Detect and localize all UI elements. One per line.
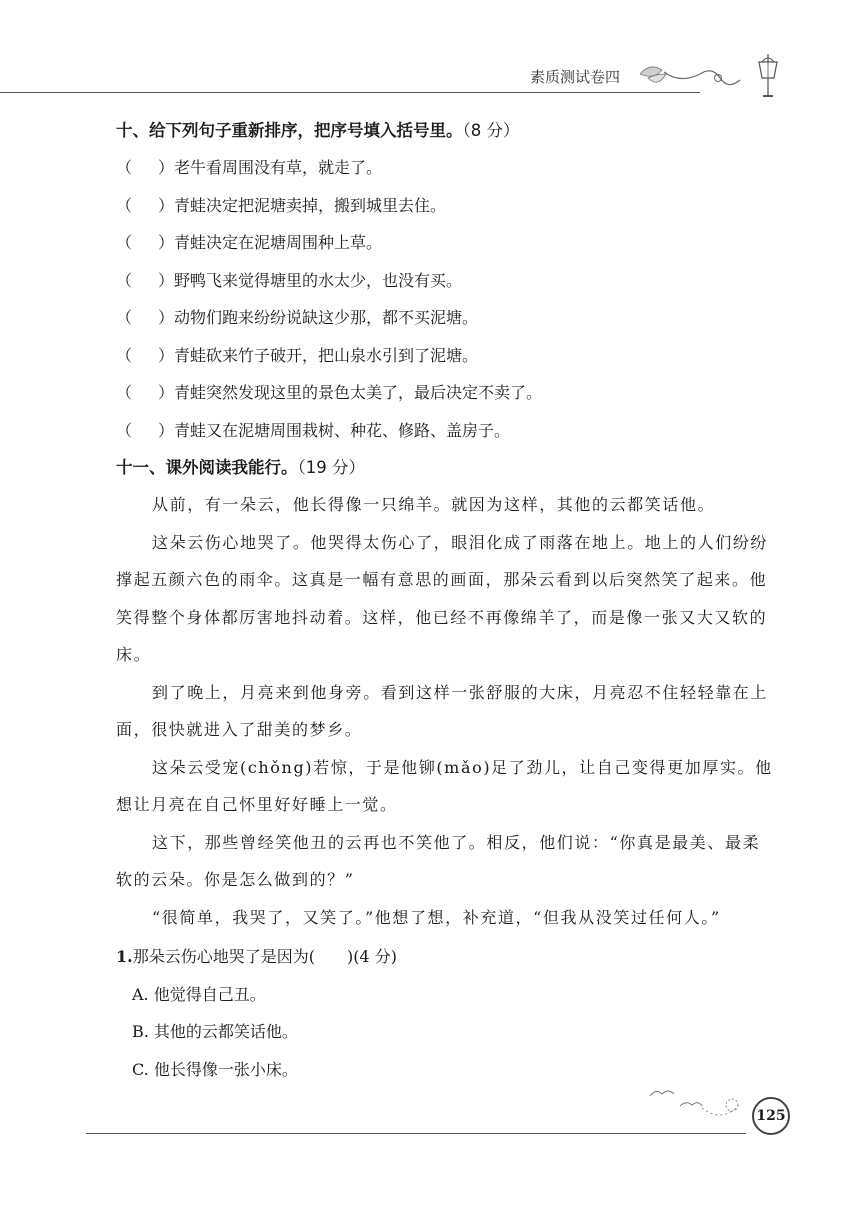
reading-paragraph: 这朵云伤心地哭了。他哭得太伤心了，眼泪化成了雨落在地上。地上的人们纷纷撑起五颜六色的雨伞。这真是一幅有意思的画面，那朵云看到以后突然笑了起来。他笑得整个身体都厉害地抖动着。这样，他已经不再像绵羊了，而是像一张又大又软的床。 (116, 532, 769, 664)
order-item-text: ）动物们跑来纷纷说缺这少那，都不买泥塘。 (158, 308, 479, 327)
answer-blank[interactable]: （ (116, 420, 133, 440)
order-item (116, 337, 776, 375)
choice-option-a[interactable]: A. 他觉得自己丑。 (132, 984, 266, 1004)
order-item-text: ）青蛙又在泥塘周围栽树、种花、修路、盖房子。 (158, 420, 511, 440)
answer-blank[interactable]: （ (116, 345, 133, 365)
answer-blank[interactable]: （ (116, 383, 133, 402)
question-number: 1. (116, 947, 133, 966)
reading-paragraph: 这下，那些曾经笑他丑的云再也不笑他了。相反，他们说：“你真是最美、最柔软的云朵。你是怎么做到的？” (116, 832, 761, 889)
question-1 (116, 938, 776, 976)
order-item-text: ）青蛙决定在泥塘周围种上草。 (158, 233, 383, 252)
order-item (116, 412, 776, 450)
order-item-text: ）野鸭飞来觉得塘里的水太少，也没有买。 (158, 270, 463, 290)
footer-rule (86, 1133, 746, 1134)
answer-blank[interactable]: （ (116, 195, 133, 215)
bird-swirl-ornament-icon (640, 1078, 760, 1128)
answer-blank[interactable]: （ (116, 270, 133, 290)
section-11-title-text: 十一、课外阅读我能行。 (116, 458, 298, 477)
order-item (116, 262, 776, 300)
reading-paragraph: 到了晚上，月亮来到他身旁。看到这样一张舒服的大床，月亮忍不住轻轻靠在上面，很快就进入了甜美的梦乡。 (116, 682, 769, 739)
section-10-score: （8 分） (462, 121, 520, 140)
section-10-title-text: 十、给下列句子重新排序，把序号填入括号里。 (116, 121, 463, 140)
question-text: 那朵云伤心地哭了是因为( )(4 分) (132, 947, 397, 966)
section-11-title (116, 449, 776, 486)
section-11-score: （19 分） (297, 458, 365, 477)
order-item-text: ）青蛙决定把泥塘卖掉，搬到城里去住。 (158, 195, 447, 215)
answer-blank[interactable]: （ (116, 308, 133, 327)
reading-paragraph: 从前，有一朵云，他长得像一只绵羊。就因为这样，其他的云都笑话他。 (152, 495, 716, 514)
order-item (116, 374, 776, 412)
reading-paragraph: “很简单，我哭了，又笑了。”他想了想，补充道，“但我从没笑过任何人。” (152, 907, 721, 927)
order-item (116, 224, 776, 262)
order-item (116, 299, 776, 337)
section-10-title (116, 112, 776, 149)
butterfly-lamp-ornament-icon (640, 44, 790, 104)
order-item (116, 187, 776, 225)
answer-blank[interactable]: （ (116, 158, 133, 177)
choice-option-c[interactable]: C. 他长得像一张小床。 (132, 1059, 298, 1079)
reading-paragraph: 这朵云受宠(chǒng)若惊，于是他铆(mǎo)足了劲儿，让自己变得更加厚实。他想让月亮在自己怀里好好睡上一觉。 (116, 757, 773, 814)
header-rule (0, 92, 700, 93)
order-item-text: ）青蛙砍来竹子破开，把山泉水引到了泥塘。 (158, 345, 479, 365)
answer-blank[interactable]: （ (116, 233, 133, 252)
worksheet-content (116, 112, 776, 1088)
page-number: 125 (752, 1097, 790, 1135)
order-item-text: ）青蛙突然发现这里的景色太美了，最后决定不卖了。 (158, 383, 543, 402)
order-item (116, 149, 776, 187)
header-title: 素质测试卷四 (530, 68, 621, 86)
choice-option-b[interactable]: B. 其他的云都笑话他。 (132, 1022, 298, 1041)
order-item-text: ）老牛看周围没有草，就走了。 (158, 158, 383, 177)
